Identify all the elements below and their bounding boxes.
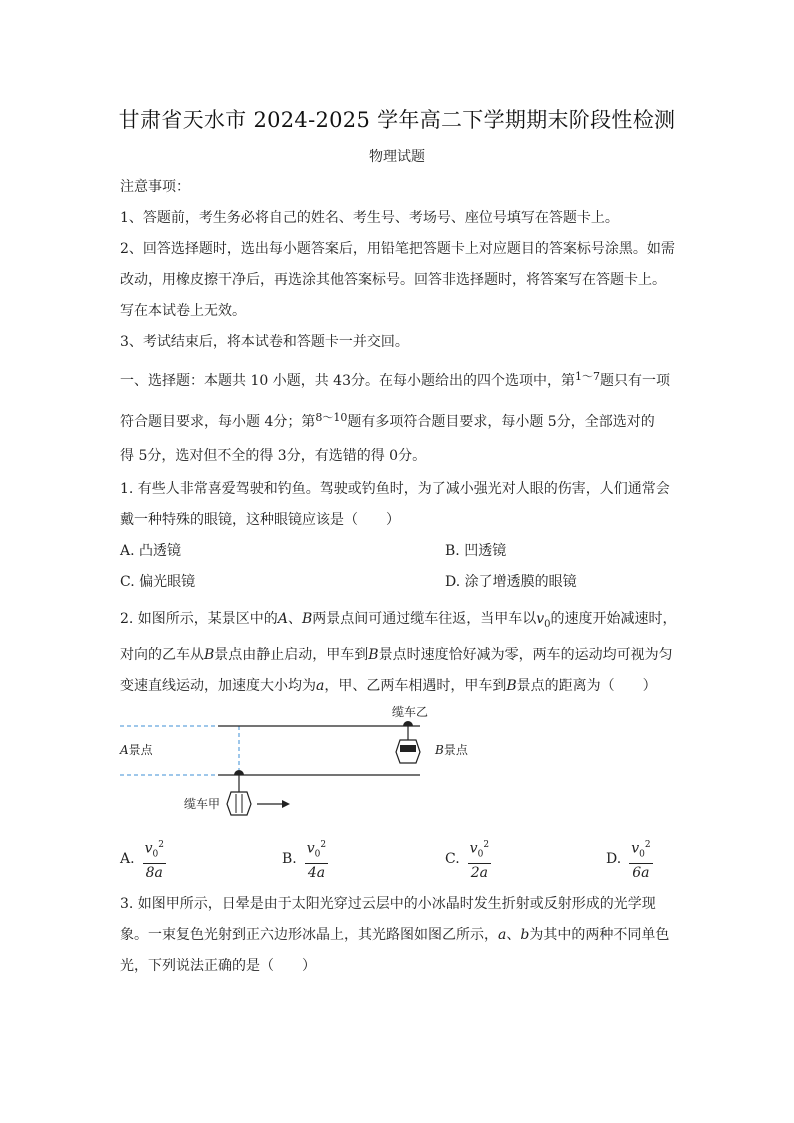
q2-text-2b: 景点由静止启动，甲车到 [214, 647, 369, 663]
q3-line-1: 3. 如图甲所示，日晕是由于太阳光穿过云层中的小冰晶时发生折射或反射形成的光学现 [120, 896, 656, 912]
page-subtitle: 物理试题 [369, 149, 425, 165]
direction-arrow-icon [257, 800, 290, 808]
q3-light-a: a [498, 927, 507, 943]
q2-point-b: B [301, 611, 313, 627]
note-2-line-2: 改动，用橡皮擦干净后，再选涂其他答案标号。回答非选择题时，将答案写在答题卡上。 [120, 272, 666, 288]
q2-option-d-num: v [631, 840, 640, 857]
section1-line-2 [120, 412, 690, 433]
q2-option-b-sub: 0 [314, 849, 321, 860]
section1-line-3: 得 5分，选对但不全的得 3分，有选错的得 0分。 [120, 448, 427, 464]
q2-text-2a: 对向的乙车从 [120, 647, 204, 663]
label-cable-car-a: 缆车甲 [184, 797, 221, 811]
q2-option-a-den: 8a [145, 865, 163, 882]
q2-text-1a: 2. 如图所示，某景区中的 [120, 611, 278, 627]
q2-text-1c: 的速度开始减速时， [550, 611, 677, 627]
q2-accel: a [316, 678, 325, 694]
q1-option-b: B. 凹透镜 [445, 543, 507, 559]
section1-text-2b: 题有多项符合题目要求，每小题 5分，全部选对的 [347, 414, 655, 430]
q2-option-d-label: D. [606, 851, 622, 868]
q2-line-1 [120, 609, 690, 635]
q2-v0-sub: 0 [544, 618, 551, 630]
q2-option-c-num: v [469, 840, 478, 857]
note-3: 3、考试结束后，将本试卷和答题卡一并交回。 [120, 334, 409, 350]
q2-option-a [120, 836, 166, 882]
q2-text-2c: 景点时速度恰好减为零，两车的运动均可视为匀 [378, 647, 673, 663]
q2-option-d-fraction [629, 836, 652, 882]
q2-line-2 [120, 645, 690, 665]
q3-line-2 [120, 925, 690, 945]
q1-line-2: 戴一种特殊的眼镜，这种眼镜应该是（ ） [120, 512, 400, 528]
label-point-b [434, 742, 469, 757]
q2-option-d-sub: 0 [639, 849, 645, 860]
section1-text-1a: 一、选择题：本题共 10 小题，共 43分。在每小题给出的四个选项中，第 [120, 373, 575, 389]
q3-light-b: b [520, 927, 530, 943]
note-2-line-3: 写在本试卷上无效。 [120, 303, 246, 319]
label-point-a [119, 742, 154, 757]
q2-point-b-3: B [368, 647, 379, 663]
q2-v0: v [536, 611, 545, 627]
section1-text-2a: 符合题目要求，每小题 4分；第 [120, 414, 316, 430]
section1-range-2: 8～10 [315, 411, 348, 424]
page-title: 甘肃省天水市 2024-2025 学年高二下学期期末阶段性检测 [118, 108, 676, 132]
section1-range-1: 1～7 [574, 370, 600, 383]
q2-option-c-label: C. [445, 851, 460, 868]
q2-text-3c: 景点的距离为（ ） [516, 678, 657, 694]
q2-option-b [282, 836, 328, 882]
q2-option-d [606, 836, 653, 882]
cable-car-a-icon [227, 770, 251, 815]
q2-option-c-sub: 0 [477, 849, 484, 860]
note-2-line-1: 2、回答选择题时，选出每小题答案后，用铅笔把答题卡上对应题目的答案标号涂黑。如需 [120, 241, 675, 257]
q3-text-2b: 为其中的两种不同单色 [529, 927, 670, 943]
label-point-a-text: 景点 [128, 743, 153, 757]
q2-option-a-num: v [144, 840, 153, 857]
q2-point-b-4: B [506, 678, 517, 694]
q2-point-a: A [277, 611, 288, 627]
q1-option-d: D. 涂了增透膜的眼镜 [445, 574, 577, 590]
q2-option-a-sub: 0 [152, 849, 159, 860]
q2-text-3b: ，甲、乙两车相遇时，甲车到 [324, 678, 507, 694]
cable-car-b-icon [396, 721, 420, 763]
q2-point-b-2: B [204, 647, 215, 663]
q2-option-c-den: 2a [470, 865, 488, 882]
q2-option-b-fraction [305, 836, 328, 882]
q3-sep: 、 [506, 927, 521, 943]
q2-option-c-fraction [468, 836, 491, 882]
label-point-b-letter: B [435, 743, 444, 757]
q2-line-3 [120, 676, 690, 696]
section1-line-1 [120, 371, 690, 392]
label-point-b-text: 景点 [443, 743, 468, 757]
q2-option-b-den: 4a [307, 865, 326, 882]
q2-sep: 、 [287, 611, 302, 627]
q2-option-c-sup: 2 [483, 840, 490, 850]
label-point-a-letter: A [120, 743, 129, 757]
q2-option-b-num: v [306, 840, 315, 857]
q2-option-d-sup: 2 [644, 840, 651, 850]
q1-option-a: A. 凸透镜 [120, 543, 182, 559]
cable-car-figure [110, 700, 470, 830]
q2-option-c [445, 836, 491, 882]
q1-line-1: 1. 有些人非常喜爱驾驶和钓鱼。驾驶或钓鱼时，为了减小强光对人眼的伤害，人们通常会 [120, 481, 670, 497]
section1-text-1b: 题只有一项 [599, 373, 670, 389]
q2-text-3a: 变速直线运动，加速度大小均为 [120, 678, 316, 694]
q2-option-a-fraction [143, 836, 166, 882]
q1-option-c: C. 偏光眼镜 [120, 574, 196, 590]
label-cable-car-b: 缆车乙 [392, 705, 429, 719]
q2-text-1b: 两景点间可通过缆车往返，当甲车以 [312, 611, 537, 627]
q2-option-d-den: 6a [632, 865, 650, 882]
notes-heading: 注意事项： [120, 179, 190, 195]
q2-option-a-sup: 2 [158, 840, 164, 850]
q3-text-2a: 象。一束复色光射到正六边形冰晶上，其光路图如图乙所示， [120, 927, 498, 943]
q2-option-b-label: B. [282, 851, 297, 868]
q2-option-b-sup: 2 [320, 840, 327, 850]
q2-option-a-label: A. [120, 851, 135, 868]
q3-line-3: 光，下列说法正确的是（ ） [120, 958, 316, 974]
note-1: 1、答题前，考生务必将自己的姓名、考生号、考场号、座位号填写在答题卡上。 [120, 210, 619, 226]
